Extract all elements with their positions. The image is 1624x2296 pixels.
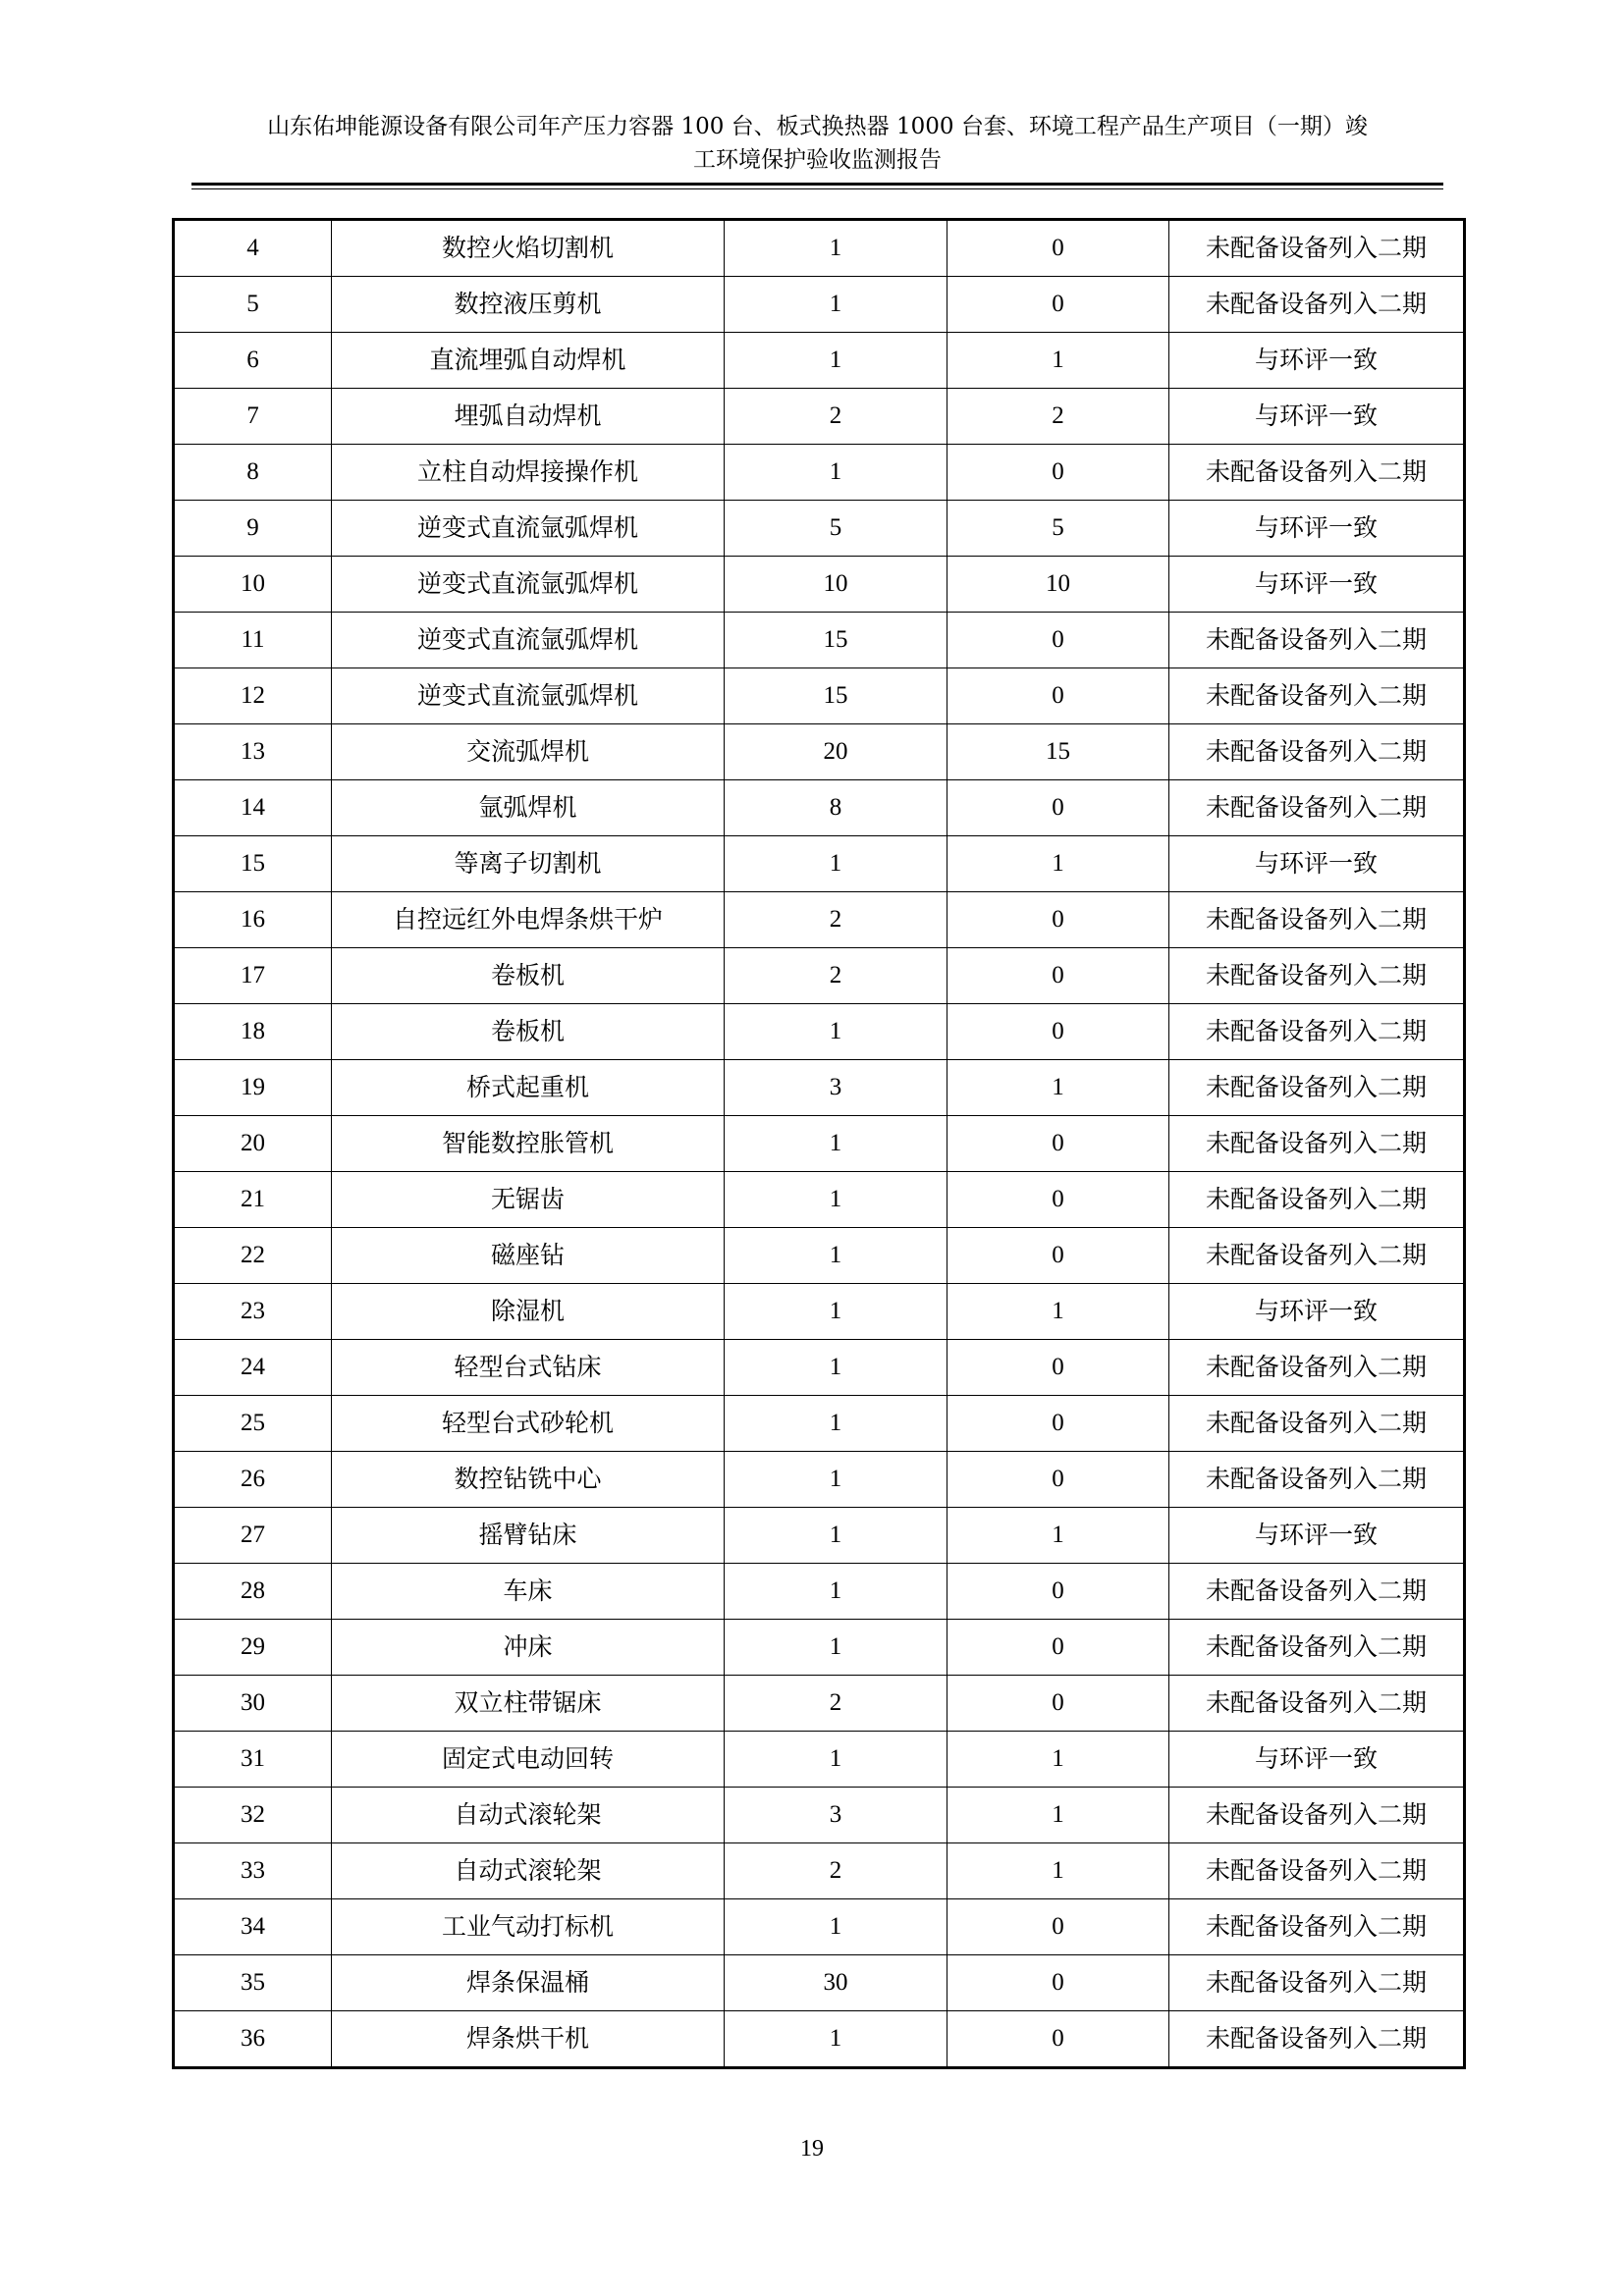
equipment-name-cell: 冲床 — [332, 1620, 725, 1676]
remark-cell: 未配备设备列入二期 — [1169, 445, 1465, 501]
equipment-table-body — [174, 220, 1465, 2068]
row-number-cell: 18 — [174, 1004, 332, 1060]
remark-cell: 与环评一致 — [1169, 557, 1465, 613]
row-number-cell: 13 — [174, 724, 332, 780]
row-number-cell: 20 — [174, 1116, 332, 1172]
row-number-cell: 19 — [174, 1060, 332, 1116]
row-number-cell: 32 — [174, 1788, 332, 1843]
actual-quantity-cell: 0 — [947, 1228, 1169, 1284]
remark-cell: 未配备设备列入二期 — [1169, 2011, 1465, 2068]
table-row — [174, 277, 1465, 333]
planned-quantity-cell: 30 — [725, 1955, 947, 2011]
table-row — [174, 1788, 1465, 1843]
equipment-name-cell: 交流弧焊机 — [332, 724, 725, 780]
actual-quantity-cell: 0 — [947, 1564, 1169, 1620]
remark-cell: 未配备设备列入二期 — [1169, 724, 1465, 780]
remark-cell: 与环评一致 — [1169, 836, 1465, 892]
equipment-name-cell: 智能数控胀管机 — [332, 1116, 725, 1172]
table-row — [174, 1060, 1465, 1116]
row-number-cell: 15 — [174, 836, 332, 892]
actual-quantity-cell: 1 — [947, 333, 1169, 389]
actual-quantity-cell: 0 — [947, 948, 1169, 1004]
remark-cell: 未配备设备列入二期 — [1169, 1004, 1465, 1060]
actual-quantity-cell: 1 — [947, 1732, 1169, 1788]
planned-quantity-cell: 2 — [725, 892, 947, 948]
planned-quantity-cell: 8 — [725, 780, 947, 836]
actual-quantity-cell: 1 — [947, 1284, 1169, 1340]
actual-quantity-cell: 1 — [947, 836, 1169, 892]
remark-cell: 未配备设备列入二期 — [1169, 1228, 1465, 1284]
row-number-cell: 23 — [174, 1284, 332, 1340]
table-row — [174, 1284, 1465, 1340]
row-number-cell: 36 — [174, 2011, 332, 2068]
row-number-cell: 17 — [174, 948, 332, 1004]
row-number-cell: 29 — [174, 1620, 332, 1676]
row-number-cell: 7 — [174, 389, 332, 445]
actual-quantity-cell: 0 — [947, 2011, 1169, 2068]
table-row — [174, 220, 1465, 277]
equipment-name-cell: 逆变式直流氩弧焊机 — [332, 557, 725, 613]
planned-quantity-cell: 1 — [725, 220, 947, 277]
remark-cell: 未配备设备列入二期 — [1169, 1116, 1465, 1172]
row-number-cell: 12 — [174, 668, 332, 724]
remark-cell: 与环评一致 — [1169, 1508, 1465, 1564]
equipment-name-cell: 数控火焰切割机 — [332, 220, 725, 277]
actual-quantity-cell: 0 — [947, 668, 1169, 724]
row-number-cell: 4 — [174, 220, 332, 277]
table-row — [174, 1116, 1465, 1172]
remark-cell: 与环评一致 — [1169, 1732, 1465, 1788]
remark-cell: 未配备设备列入二期 — [1169, 1788, 1465, 1843]
row-number-cell: 34 — [174, 1899, 332, 1955]
remark-cell: 未配备设备列入二期 — [1169, 220, 1465, 277]
equipment-name-cell: 磁座钻 — [332, 1228, 725, 1284]
equipment-name-cell: 数控钻铣中心 — [332, 1452, 725, 1508]
table-row — [174, 1228, 1465, 1284]
equipment-name-cell: 车床 — [332, 1564, 725, 1620]
row-number-cell: 8 — [174, 445, 332, 501]
actual-quantity-cell: 1 — [947, 1060, 1169, 1116]
table-row — [174, 1676, 1465, 1732]
equipment-name-cell: 直流埋弧自动焊机 — [332, 333, 725, 389]
remark-cell: 未配备设备列入二期 — [1169, 892, 1465, 948]
equipment-name-cell: 摇臂钻床 — [332, 1508, 725, 1564]
equipment-name-cell: 卷板机 — [332, 1004, 725, 1060]
table-row — [174, 724, 1465, 780]
equipment-name-cell: 逆变式直流氩弧焊机 — [332, 668, 725, 724]
actual-quantity-cell: 0 — [947, 277, 1169, 333]
planned-quantity-cell: 1 — [725, 333, 947, 389]
table-row — [174, 780, 1465, 836]
row-number-cell: 14 — [174, 780, 332, 836]
actual-quantity-cell: 0 — [947, 1172, 1169, 1228]
remark-cell: 未配备设备列入二期 — [1169, 1676, 1465, 1732]
equipment-name-cell: 焊条烘干机 — [332, 2011, 725, 2068]
planned-quantity-cell: 1 — [725, 1564, 947, 1620]
actual-quantity-cell: 0 — [947, 1340, 1169, 1396]
actual-quantity-cell: 10 — [947, 557, 1169, 613]
equipment-name-cell: 自动式滚轮架 — [332, 1788, 725, 1843]
table-row — [174, 1340, 1465, 1396]
table-row — [174, 892, 1465, 948]
equipment-name-cell: 除湿机 — [332, 1284, 725, 1340]
remark-cell: 未配备设备列入二期 — [1169, 1340, 1465, 1396]
remark-cell: 与环评一致 — [1169, 389, 1465, 445]
actual-quantity-cell: 2 — [947, 389, 1169, 445]
planned-quantity-cell: 5 — [725, 501, 947, 557]
equipment-name-cell: 逆变式直流氩弧焊机 — [332, 613, 725, 668]
remark-cell: 与环评一致 — [1169, 1284, 1465, 1340]
table-row — [174, 1955, 1465, 2011]
header-rule-thick — [191, 183, 1443, 186]
remark-cell: 未配备设备列入二期 — [1169, 1955, 1465, 2011]
actual-quantity-cell: 0 — [947, 780, 1169, 836]
planned-quantity-cell: 3 — [725, 1060, 947, 1116]
actual-quantity-cell: 1 — [947, 1508, 1169, 1564]
actual-quantity-cell: 5 — [947, 501, 1169, 557]
remark-cell: 未配备设备列入二期 — [1169, 1843, 1465, 1899]
actual-quantity-cell: 0 — [947, 1452, 1169, 1508]
equipment-name-cell: 工业气动打标机 — [332, 1899, 725, 1955]
header-title-line2: 工环境保护验收监测报告 — [693, 147, 942, 173]
planned-quantity-cell: 3 — [725, 1788, 947, 1843]
table-row — [174, 1004, 1465, 1060]
table-row — [174, 1843, 1465, 1899]
planned-quantity-cell: 1 — [725, 277, 947, 333]
planned-quantity-cell: 1 — [725, 1396, 947, 1452]
planned-quantity-cell: 1 — [725, 1340, 947, 1396]
remark-cell: 未配备设备列入二期 — [1169, 1396, 1465, 1452]
remark-cell: 未配备设备列入二期 — [1169, 1899, 1465, 1955]
row-number-cell: 33 — [174, 1843, 332, 1899]
planned-quantity-cell: 10 — [725, 557, 947, 613]
actual-quantity-cell: 0 — [947, 1955, 1169, 2011]
actual-quantity-cell: 1 — [947, 1788, 1169, 1843]
row-number-cell: 28 — [174, 1564, 332, 1620]
row-number-cell: 27 — [174, 1508, 332, 1564]
actual-quantity-cell: 0 — [947, 445, 1169, 501]
actual-quantity-cell: 0 — [947, 220, 1169, 277]
remark-cell: 未配备设备列入二期 — [1169, 1620, 1465, 1676]
actual-quantity-cell: 0 — [947, 1396, 1169, 1452]
equipment-name-cell: 埋弧自动焊机 — [332, 389, 725, 445]
equipment-name-cell: 等离子切割机 — [332, 836, 725, 892]
planned-quantity-cell: 2 — [725, 1676, 947, 1732]
equipment-name-cell: 无锯齿 — [332, 1172, 725, 1228]
actual-quantity-cell: 0 — [947, 1116, 1169, 1172]
planned-quantity-cell: 2 — [725, 389, 947, 445]
planned-quantity-cell: 1 — [725, 1452, 947, 1508]
planned-quantity-cell: 1 — [725, 1004, 947, 1060]
table-row — [174, 1564, 1465, 1620]
remark-cell: 与环评一致 — [1169, 333, 1465, 389]
row-number-cell: 5 — [174, 277, 332, 333]
table-row — [174, 1396, 1465, 1452]
table-row — [174, 668, 1465, 724]
actual-quantity-cell: 0 — [947, 1899, 1169, 1955]
planned-quantity-cell: 1 — [725, 1899, 947, 1955]
planned-quantity-cell: 20 — [725, 724, 947, 780]
planned-quantity-cell: 2 — [725, 948, 947, 1004]
remark-cell: 与环评一致 — [1169, 501, 1465, 557]
table-row — [174, 836, 1465, 892]
equipment-name-cell: 立柱自动焊接操作机 — [332, 445, 725, 501]
row-number-cell: 16 — [174, 892, 332, 948]
row-number-cell: 25 — [174, 1396, 332, 1452]
row-number-cell: 10 — [174, 557, 332, 613]
table-row — [174, 333, 1465, 389]
planned-quantity-cell: 1 — [725, 836, 947, 892]
remark-cell: 未配备设备列入二期 — [1169, 780, 1465, 836]
remark-cell: 未配备设备列入二期 — [1169, 1060, 1465, 1116]
table-row — [174, 1732, 1465, 1788]
equipment-name-cell: 逆变式直流氩弧焊机 — [332, 501, 725, 557]
equipment-table — [172, 218, 1466, 2069]
remark-cell: 未配备设备列入二期 — [1169, 1452, 1465, 1508]
equipment-name-cell: 卷板机 — [332, 948, 725, 1004]
remark-cell: 未配备设备列入二期 — [1169, 1172, 1465, 1228]
table-row — [174, 1620, 1465, 1676]
table-row — [174, 1172, 1465, 1228]
remark-cell: 未配备设备列入二期 — [1169, 1564, 1465, 1620]
remark-cell: 未配备设备列入二期 — [1169, 613, 1465, 668]
table-row — [174, 445, 1465, 501]
actual-quantity-cell: 0 — [947, 1620, 1169, 1676]
row-number-cell: 21 — [174, 1172, 332, 1228]
planned-quantity-cell: 1 — [725, 2011, 947, 2068]
table-row — [174, 948, 1465, 1004]
row-number-cell: 9 — [174, 501, 332, 557]
table-row — [174, 1899, 1465, 1955]
row-number-cell: 26 — [174, 1452, 332, 1508]
remark-cell: 未配备设备列入二期 — [1169, 277, 1465, 333]
table-row — [174, 2011, 1465, 2068]
table-row — [174, 1452, 1465, 1508]
page-number: 19 — [800, 2136, 824, 2162]
actual-quantity-cell: 0 — [947, 613, 1169, 668]
page-header — [191, 110, 1443, 177]
actual-quantity-cell: 0 — [947, 1676, 1169, 1732]
planned-quantity-cell: 1 — [725, 1620, 947, 1676]
planned-quantity-cell: 1 — [725, 445, 947, 501]
row-number-cell: 24 — [174, 1340, 332, 1396]
planned-quantity-cell: 1 — [725, 1284, 947, 1340]
actual-quantity-cell: 15 — [947, 724, 1169, 780]
table-row — [174, 389, 1465, 445]
planned-quantity-cell: 2 — [725, 1843, 947, 1899]
remark-cell: 未配备设备列入二期 — [1169, 948, 1465, 1004]
planned-quantity-cell: 1 — [725, 1508, 947, 1564]
equipment-name-cell: 焊条保温桶 — [332, 1955, 725, 2011]
equipment-name-cell: 双立柱带锯床 — [332, 1676, 725, 1732]
table-row — [174, 1508, 1465, 1564]
equipment-name-cell: 轻型台式砂轮机 — [332, 1396, 725, 1452]
actual-quantity-cell: 1 — [947, 1843, 1169, 1899]
table-row — [174, 613, 1465, 668]
equipment-name-cell: 桥式起重机 — [332, 1060, 725, 1116]
header-rule-thin — [191, 188, 1443, 189]
row-number-cell: 31 — [174, 1732, 332, 1788]
planned-quantity-cell: 15 — [725, 613, 947, 668]
row-number-cell: 6 — [174, 333, 332, 389]
equipment-name-cell: 固定式电动回转 — [332, 1732, 725, 1788]
row-number-cell: 30 — [174, 1676, 332, 1732]
equipment-name-cell: 自动式滚轮架 — [332, 1843, 725, 1899]
actual-quantity-cell: 0 — [947, 1004, 1169, 1060]
equipment-name-cell: 氩弧焊机 — [332, 780, 725, 836]
planned-quantity-cell: 15 — [725, 668, 947, 724]
planned-quantity-cell: 1 — [725, 1116, 947, 1172]
equipment-name-cell: 轻型台式钻床 — [332, 1340, 725, 1396]
table-row — [174, 501, 1465, 557]
actual-quantity-cell: 0 — [947, 892, 1169, 948]
planned-quantity-cell: 1 — [725, 1732, 947, 1788]
remark-cell: 未配备设备列入二期 — [1169, 668, 1465, 724]
row-number-cell: 11 — [174, 613, 332, 668]
header-title-line1: 山东佑坤能源设备有限公司年产压力容器 100 台、板式换热器 1000 台套、环境工程产品生产项目（一期）竣 — [267, 114, 1368, 139]
row-number-cell: 35 — [174, 1955, 332, 2011]
table-row — [174, 557, 1465, 613]
planned-quantity-cell: 1 — [725, 1172, 947, 1228]
planned-quantity-cell: 1 — [725, 1228, 947, 1284]
row-number-cell: 22 — [174, 1228, 332, 1284]
equipment-name-cell: 自控远红外电焊条烘干炉 — [332, 892, 725, 948]
equipment-name-cell: 数控液压剪机 — [332, 277, 725, 333]
